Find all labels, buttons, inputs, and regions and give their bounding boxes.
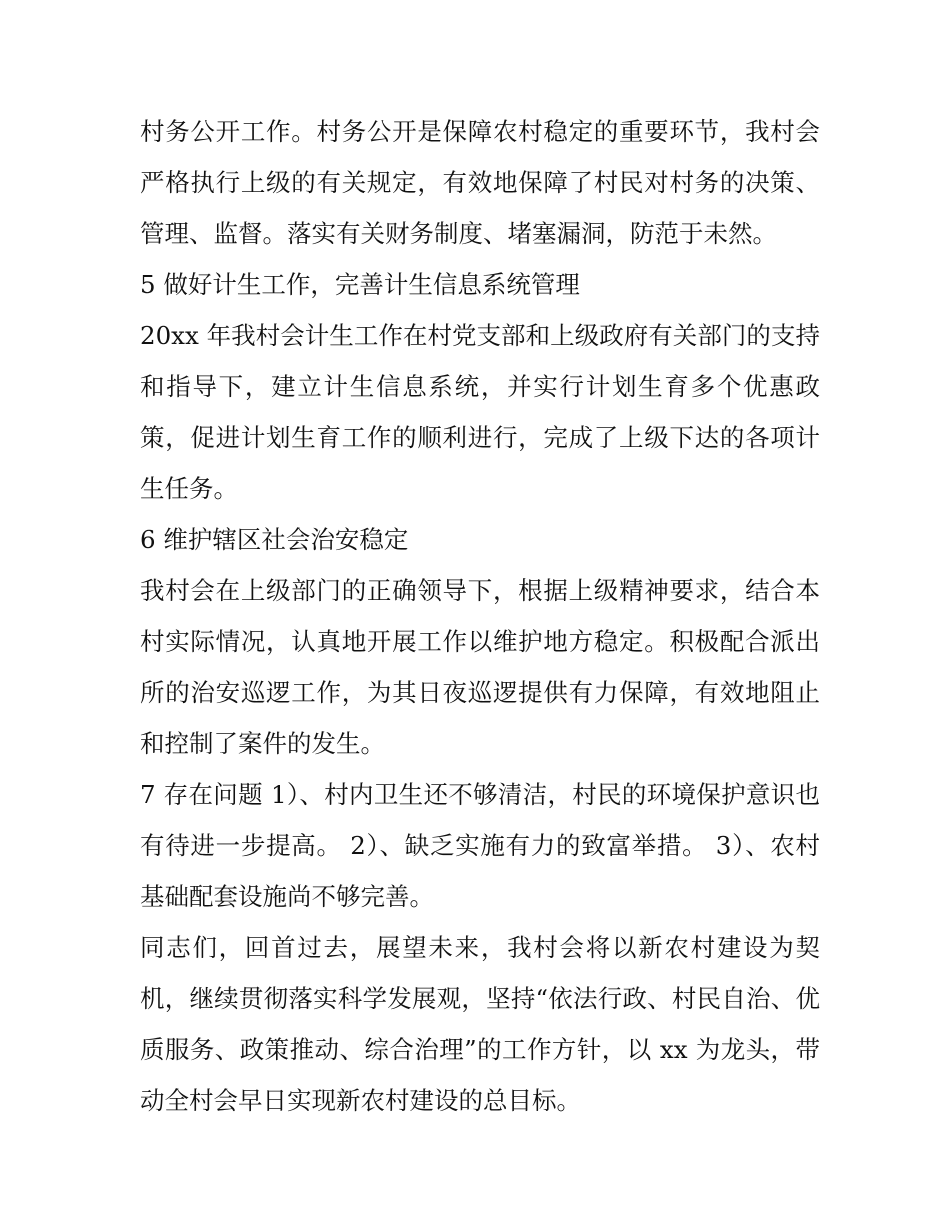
document-body: [140, 106, 820, 1126]
paragraph-existing-problems: 7 存在问题 1）、村内卫生还不够清洁，村民的环境保护意识也有待进一步提高。 2）、缺乏实施有力的致富举措。 3）、农村基础配套设施尚不够完善。: [140, 780, 820, 911]
paragraph-family-planning: 20xx 年我村会计生工作在村党支部和上级政府有关部门的支持和指导下，建立计生信息系统，并实行计划生育多个优惠政策，促进计划生育工作的顺利进行，完成了上级下达的各项计生任务。: [140, 321, 820, 503]
paragraph-conclusion: 同志们，回首过去，展望未来，我村会将以新农村建设为契机，继续贯彻落实科学发展观，坚持“依法行政、村民自治、优质服务、政策推动、综合治理”的工作方针，以 xx 为龙头，带动全村会早日实现新农村建设的总目标。: [140, 933, 820, 1115]
paragraph-public-security: 我村会在上级部门的正确领导下，根据上级精神要求，结合本村实际情况，认真地开展工作以维护地方稳定。积极配合派出所的治安巡逻工作，为其日夜巡逻提供有力保障，有效地阻止和控制了案件的发生。: [140, 576, 820, 758]
paragraph-village-affairs: 村务公开工作。村务公开是保障农村稳定的重要环节，我村会严格执行上级的有关规定，有效地保障了村民对村务的决策、管理、监督。落实有关财务制度、堵塞漏洞，防范于未然。: [140, 117, 820, 248]
section-heading-family-planning: 5 做好计生工作，完善计生信息系统管理: [140, 270, 580, 299]
section-heading-public-security: 6 维护辖区社会治安稳定: [140, 525, 409, 554]
